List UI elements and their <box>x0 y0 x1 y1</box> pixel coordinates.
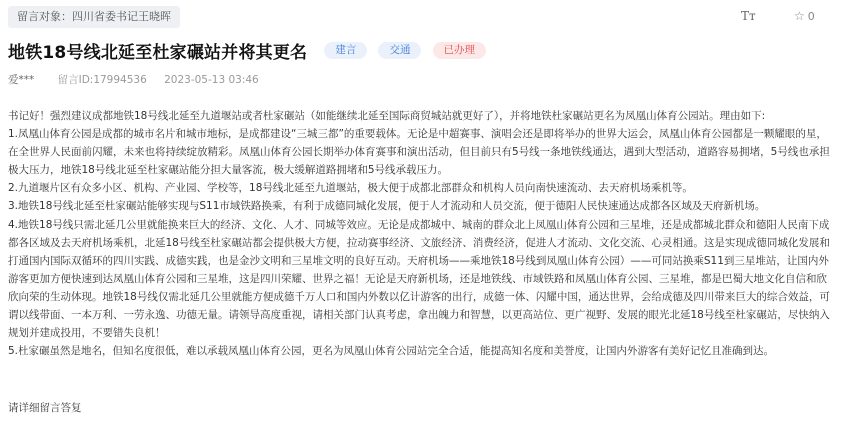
body-paragraph: 4.地铁18号线只需北延几公里就能换来巨大的经济、文化、人才、同城等效应。无论是成都城中、城南的群众北上凤凰山体育公园和三星堆，还是成都城北群众和德阳人民南下成都各区域及去天府机场乘机，北延18号线至杜家碾站都会提供极大方便，拉动赛事经济、文旅经济、消费经济，促进人才流动、文化交流、心灵相通。这是实现成德同城化发展和打通国内国际双循环的四川实践、成德实践，也是金沙文明和三星堆文明的良好互动。天府机场——乘地铁18号线到凤凰山体育公园）——可同站换乘S11到三星堆站，让国内外游客更加方便快速到达凤凰山体育公园和三星堆，这是四川荣耀、世界之福！无论是天府新机场，还是地铁线、市域铁路和凤凰山体育公园、三星堆，都是巴蜀大地文化自信和欣欣向荣的生动体现。地铁18号线仅需北延几公里就能方便成德千万人口和国内外数以亿计游客的出行，成德一体、闪耀中国，通达世界，会给成德及四川带来巨大的综合效益，可谓以线带面、一本万利、一劳永逸、功德无量。请领导高度重视，请相关部门认真考虑，拿出魄力和智慧，以更高站位、更广视野、发展的眼光北延18号线至杜家碾站，尽快纳入规划并建成投用，不要错失良机！ <box>8 218 830 340</box>
favorite-count: 0 <box>807 10 815 23</box>
tag-transport: 交通 <box>378 42 421 59</box>
body-paragraph: 2.九道堰片区有众多小区、机构、产业园、学校等，18号线北延至九道堰站，极大便于成都北部群众和机构人员向南快速流动、去天府机场乘机等。 <box>8 182 693 195</box>
message-id: 留言ID:17994536 <box>57 74 147 86</box>
detail-reply-link[interactable]: 请详细留言答复 <box>8 402 82 414</box>
message-meta <box>8 72 273 87</box>
star-icon: ☆ <box>794 9 805 23</box>
body-paragraph: 3.地铁18号线北延至杜家碾站能够实现与S11市域铁路换乘，有利于成德同城化发展，便于人才流动和人员交流，便于德阳人民快速通达成都各区域及天府新机场。 <box>8 200 766 213</box>
top-bar <box>0 6 845 30</box>
status-badge: 已办理 <box>433 42 487 59</box>
target-label: 留言对象： <box>17 10 72 23</box>
body-paragraph: 书记好！强烈建议成都地铁18号线北延至九道堰站或者杜家碾站（如能继续北延至国际商贸城站就更好了），并将地铁杜家碾站更名为凤凰山体育公园站。理由如下: <box>8 110 766 122</box>
target-name: 四川省委书记王晓晖 <box>72 10 171 23</box>
message-title: 地铁18号线北延至杜家碾站并将其更名 <box>8 43 308 63</box>
message-date: 2023-05-13 03:46 <box>164 74 259 86</box>
font-size-button[interactable]: Tт <box>741 9 756 23</box>
body-paragraph: 5.杜家碾虽然是地名，但知名度很低，难以承载凤凰山体育公园，更名为凤凰山体育公园站完全合适，能提高知名度和美誉度，让国内外游客有美好记忆且准确到达。 <box>8 345 775 358</box>
favorite-button[interactable] <box>794 9 815 23</box>
message-body <box>8 107 836 360</box>
author-name: 爱*** <box>8 74 35 86</box>
title-row <box>8 38 486 63</box>
message-target <box>8 6 180 28</box>
tag-suggestion: 建言 <box>324 42 367 59</box>
body-paragraph: 1.凤凰山体育公园是成都的城市名片和城市地标，是成都建设“三城三都”的重要载体。无论是中超赛事、演唱会还是即将举办的世界大运会，凤凰山体育公园都是一颗耀眼的星，在全世界人民面前闪耀，未来也将持续绽放精彩。凤凰山体育公园长期举办体育赛事和演出活动，但目前只有5号线一条地铁线通达，遇到大型活动，道路容易拥堵，5号线也承担极大压力，地铁18号线北延至杜家碾站能分担大量客流，极大缓解道路拥堵和5号线承载压力。 <box>8 128 830 177</box>
